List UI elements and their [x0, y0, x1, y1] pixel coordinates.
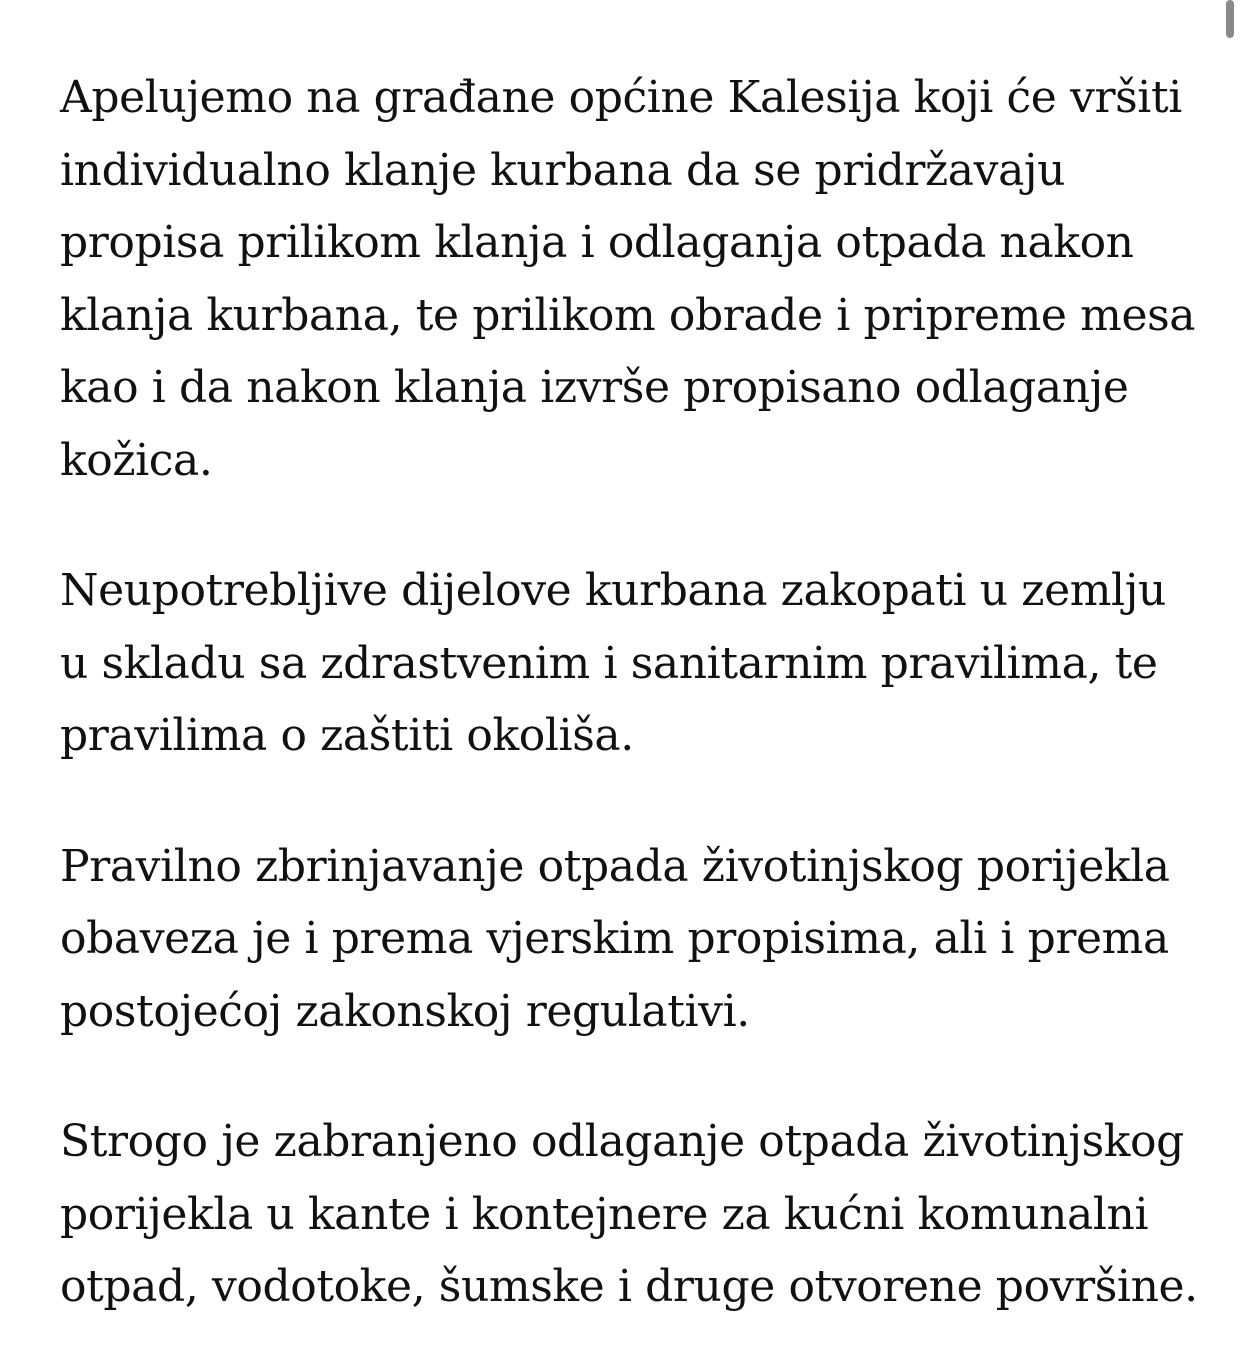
article-paragraph-4: Strogo je zabranjeno odlaganje otpada životinjskog porijekla u kante i kontejnere za kućni komunalni otpad, vodotoke, šumske i druge otvorene površine.: [60, 1116, 1198, 1312]
scrollbar-thumb[interactable]: [1226, 0, 1234, 38]
article-body: [60, 62, 1200, 1324]
article-paragraph-2: Neupotrebljive dijelove kurbana zakopati u zemlju u skladu sa zdrastvenim i sanitarnim pravilima, te pravilima o zaštiti okoliša.: [60, 565, 1166, 761]
article-paragraph-1: Apelujemo na građane općine Kalesija koji će vršiti individualno klanje kurbana da se pridržavaju propisa prilikom klanja i odlaganja otpada nakon klanja kurbana, te prilikom obrade i pripreme mesa kao i da nakon klanja izvrše propisano odlaganje kožica.: [60, 72, 1196, 486]
article-paragraph-3: Pravilno zbrinjavanje otpada životinjskog porijekla obaveza je i prema vjerskim propisima, ali i prema postojećoj zakonskoj regulativi.: [60, 840, 1170, 1037]
